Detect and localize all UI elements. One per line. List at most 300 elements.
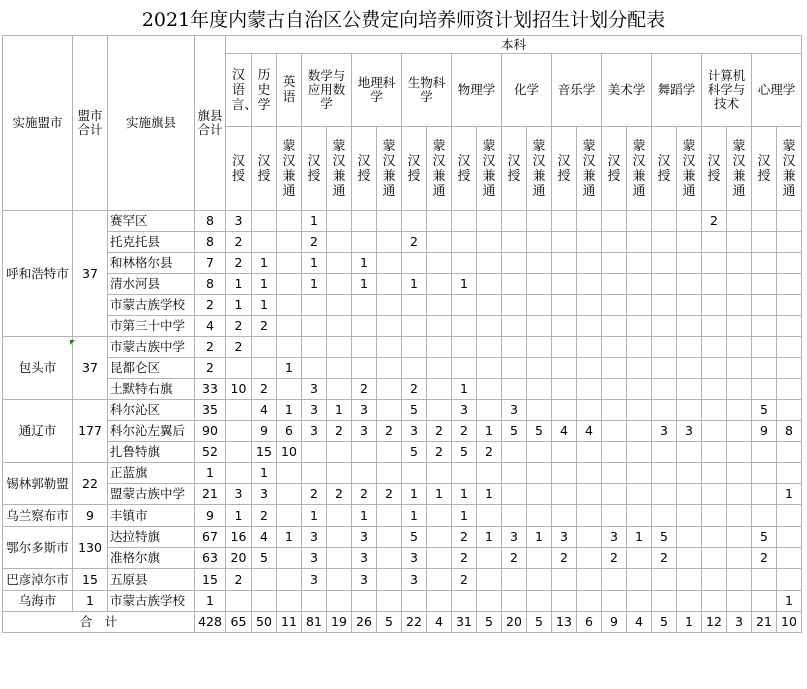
value-cell <box>252 211 277 232</box>
value-cell: 3 <box>302 548 327 569</box>
value-cell: 3 <box>352 400 377 421</box>
value-cell: 2 <box>752 548 777 569</box>
value-cell <box>777 337 802 358</box>
value-cell <box>327 316 352 337</box>
value-cell <box>377 274 402 295</box>
value-cell <box>502 442 527 463</box>
value-cell <box>677 527 702 548</box>
value-cell <box>252 337 277 358</box>
header-subject-text: 历史学 <box>257 67 271 113</box>
value-cell: 2 <box>252 316 277 337</box>
value-cell <box>602 591 627 612</box>
value-cell <box>302 337 327 358</box>
value-cell <box>277 505 302 527</box>
value-cell <box>727 527 752 548</box>
value-cell <box>577 358 602 379</box>
value-cell: 5 <box>402 527 427 548</box>
value-cell <box>477 591 502 612</box>
value-cell <box>477 232 502 253</box>
value-cell <box>527 232 552 253</box>
value-cell <box>777 400 802 421</box>
header-mode-text: 蒙汉兼通 <box>632 138 646 199</box>
value-cell <box>452 591 477 612</box>
county-total: 8 <box>195 232 226 253</box>
value-cell: 1 <box>352 253 377 274</box>
value-cell <box>652 442 677 463</box>
value-cell <box>477 295 502 316</box>
value-cell <box>527 484 552 505</box>
value-cell <box>552 358 577 379</box>
value-cell <box>477 316 502 337</box>
league-name: 呼和浩特市 <box>3 211 73 337</box>
value-cell: 5 <box>452 442 477 463</box>
total-cell: 12 <box>702 612 727 633</box>
value-cell: 3 <box>402 421 427 442</box>
value-cell <box>427 232 452 253</box>
total-cell: 6 <box>577 612 602 633</box>
value-cell: 2 <box>477 442 502 463</box>
value-cell <box>527 358 552 379</box>
table-row <box>3 421 802 442</box>
value-cell <box>602 463 627 484</box>
value-cell <box>277 484 302 505</box>
cell-comment-marker <box>70 340 75 345</box>
header-subject <box>252 54 277 127</box>
county-total: 9 <box>195 505 226 527</box>
value-cell <box>652 337 677 358</box>
value-cell <box>552 379 577 400</box>
value-cell: 3 <box>402 569 427 591</box>
league-total: 9 <box>73 505 108 527</box>
league-name: 锡林郭勒盟 <box>3 463 73 505</box>
value-cell <box>702 421 727 442</box>
value-cell <box>677 379 702 400</box>
value-cell <box>752 211 777 232</box>
value-cell <box>502 274 527 295</box>
value-cell: 2 <box>427 421 452 442</box>
value-cell <box>602 569 627 591</box>
header-subject-text: 汉语言、 <box>231 67 258 113</box>
header-mode <box>277 127 302 211</box>
table-row <box>3 358 802 379</box>
value-cell <box>327 337 352 358</box>
value-cell: 16 <box>226 527 252 548</box>
value-cell: 3 <box>352 421 377 442</box>
league-total: 37 <box>73 337 108 400</box>
value-cell: 2 <box>402 232 427 253</box>
value-cell <box>652 253 677 274</box>
county-name: 市第三十中学 <box>108 316 195 337</box>
value-cell <box>677 337 702 358</box>
value-cell <box>377 442 402 463</box>
value-cell <box>727 274 752 295</box>
value-cell <box>502 484 527 505</box>
value-cell <box>377 358 402 379</box>
league-name: 鄂尔多斯市 <box>3 527 73 569</box>
value-cell <box>327 442 352 463</box>
value-cell <box>502 337 527 358</box>
value-cell <box>502 316 527 337</box>
value-cell <box>727 358 752 379</box>
value-cell <box>602 232 627 253</box>
value-cell <box>427 400 452 421</box>
value-cell <box>577 274 602 295</box>
value-cell <box>302 295 327 316</box>
value-cell <box>277 211 302 232</box>
header-subject: 地理科学 <box>352 54 402 127</box>
value-cell: 3 <box>402 548 427 569</box>
league-total: 37 <box>73 211 108 337</box>
header-mode <box>702 127 727 211</box>
value-cell <box>552 316 577 337</box>
value-cell <box>727 379 752 400</box>
value-cell <box>277 337 302 358</box>
allocation-table <box>2 35 802 633</box>
header-mode-text: 汉授 <box>557 153 571 184</box>
value-cell: 2 <box>702 211 727 232</box>
value-cell <box>752 591 777 612</box>
value-cell <box>552 232 577 253</box>
value-cell <box>777 548 802 569</box>
value-cell: 1 <box>302 274 327 295</box>
value-cell <box>627 421 652 442</box>
total-cell: 81 <box>302 612 327 633</box>
value-cell <box>427 274 452 295</box>
value-cell <box>777 358 802 379</box>
value-cell <box>402 253 427 274</box>
value-cell <box>327 274 352 295</box>
total-cell: 1 <box>677 612 702 633</box>
value-cell <box>627 484 652 505</box>
table-row <box>3 569 802 591</box>
value-cell <box>277 232 302 253</box>
value-cell: 1 <box>302 505 327 527</box>
total-cell: 22 <box>402 612 427 633</box>
value-cell: 1 <box>627 527 652 548</box>
header-mode-text: 蒙汉兼通 <box>432 138 446 199</box>
value-cell <box>777 379 802 400</box>
total-cell: 21 <box>752 612 777 633</box>
value-cell: 1 <box>226 295 252 316</box>
value-cell <box>727 484 752 505</box>
table-row <box>3 400 802 421</box>
value-cell <box>427 253 452 274</box>
value-cell: 2 <box>226 232 252 253</box>
value-cell <box>352 337 377 358</box>
value-cell <box>302 591 327 612</box>
value-cell <box>552 484 577 505</box>
value-cell <box>602 253 627 274</box>
value-cell <box>552 400 577 421</box>
total-cell: 5 <box>527 612 552 633</box>
value-cell <box>352 295 377 316</box>
value-cell: 1 <box>277 358 302 379</box>
value-cell <box>577 337 602 358</box>
value-cell <box>727 400 752 421</box>
value-cell <box>527 548 552 569</box>
header-subject: 物理学 <box>452 54 502 127</box>
value-cell: 1 <box>252 274 277 295</box>
county-total: 67 <box>195 527 226 548</box>
value-cell <box>727 421 752 442</box>
value-cell <box>777 253 802 274</box>
value-cell <box>302 316 327 337</box>
value-cell <box>302 442 327 463</box>
value-cell: 3 <box>677 421 702 442</box>
value-cell <box>602 442 627 463</box>
county-name: 土默特右旗 <box>108 379 195 400</box>
value-cell: 1 <box>252 463 277 484</box>
total-cell: 65 <box>226 612 252 633</box>
value-cell: 3 <box>302 421 327 442</box>
county-name: 准格尔旗 <box>108 548 195 569</box>
value-cell <box>377 253 402 274</box>
value-cell <box>477 463 502 484</box>
value-cell <box>277 548 302 569</box>
value-cell <box>627 463 652 484</box>
page-title: 2021年度内蒙古自治区公费定向培养师资计划招生计划分配表 <box>141 9 666 31</box>
value-cell: 5 <box>752 400 777 421</box>
value-cell <box>602 316 627 337</box>
value-cell: 1 <box>452 379 477 400</box>
value-cell <box>652 400 677 421</box>
value-cell <box>527 505 552 527</box>
value-cell <box>377 548 402 569</box>
value-cell <box>327 463 352 484</box>
header-subject <box>277 54 302 127</box>
value-cell <box>702 591 727 612</box>
value-cell: 2 <box>352 379 377 400</box>
value-cell <box>702 484 727 505</box>
county-total: 1 <box>195 463 226 484</box>
value-cell: 10 <box>226 379 252 400</box>
table-row <box>3 316 802 337</box>
header-mode-text: 蒙汉兼通 <box>482 138 496 199</box>
value-cell: 3 <box>602 527 627 548</box>
value-cell: 1 <box>452 274 477 295</box>
value-cell <box>502 505 527 527</box>
header-subject: 心理学 <box>752 54 802 127</box>
value-cell: 2 <box>452 569 477 591</box>
value-cell: 5 <box>502 421 527 442</box>
table-row <box>3 463 802 484</box>
value-cell <box>727 505 752 527</box>
value-cell: 1 <box>452 505 477 527</box>
value-cell <box>602 295 627 316</box>
value-cell: 2 <box>226 316 252 337</box>
header-mode <box>527 127 552 211</box>
value-cell <box>602 505 627 527</box>
header-mode <box>252 127 277 211</box>
value-cell <box>677 463 702 484</box>
value-cell: 1 <box>427 484 452 505</box>
county-total: 33 <box>195 379 226 400</box>
value-cell: 1 <box>777 591 802 612</box>
value-cell <box>652 379 677 400</box>
county-total: 1 <box>195 591 226 612</box>
value-cell <box>252 358 277 379</box>
value-cell <box>702 337 727 358</box>
header-mode <box>577 127 602 211</box>
value-cell <box>727 295 752 316</box>
total-cell: 11 <box>277 612 302 633</box>
value-cell <box>777 274 802 295</box>
county-name: 五原县 <box>108 569 195 591</box>
league-name: 包头市 <box>3 337 73 400</box>
value-cell <box>727 232 752 253</box>
league-total: 130 <box>73 527 108 569</box>
value-cell: 20 <box>226 548 252 569</box>
value-cell <box>377 591 402 612</box>
header-mode-text: 蒙汉兼通 <box>582 138 596 199</box>
value-cell <box>702 379 727 400</box>
value-cell: 3 <box>502 400 527 421</box>
value-cell <box>577 211 602 232</box>
header-mode-text: 汉授 <box>231 153 245 184</box>
value-cell <box>377 400 402 421</box>
value-cell: 1 <box>527 527 552 548</box>
value-cell <box>402 316 427 337</box>
value-cell <box>602 400 627 421</box>
value-cell <box>752 358 777 379</box>
value-cell <box>552 569 577 591</box>
value-cell <box>752 253 777 274</box>
value-cell <box>727 463 752 484</box>
value-cell <box>777 295 802 316</box>
value-cell <box>277 295 302 316</box>
table-row <box>3 379 802 400</box>
header-mode-text: 蒙汉兼通 <box>732 138 746 199</box>
value-cell <box>527 211 552 232</box>
value-cell <box>627 211 652 232</box>
header-subject: 计算机科学与技术 <box>702 54 752 127</box>
value-cell <box>652 484 677 505</box>
header-mode-text: 汉授 <box>407 153 421 184</box>
county-name: 昆都仑区 <box>108 358 195 379</box>
header-mode <box>777 127 802 211</box>
value-cell: 2 <box>502 548 527 569</box>
value-cell <box>577 484 602 505</box>
value-cell <box>477 274 502 295</box>
value-cell <box>677 253 702 274</box>
league-total: 1 <box>73 591 108 612</box>
value-cell: 3 <box>502 527 527 548</box>
value-cell <box>352 211 377 232</box>
value-cell <box>402 211 427 232</box>
value-cell: 3 <box>352 527 377 548</box>
value-cell: 1 <box>352 274 377 295</box>
table-row <box>3 505 802 527</box>
value-cell: 9 <box>252 421 277 442</box>
county-name: 盟蒙古族中学 <box>108 484 195 505</box>
header-mode-text: 蒙汉兼通 <box>782 138 796 199</box>
value-cell <box>702 232 727 253</box>
value-cell <box>577 569 602 591</box>
total-cell: 31 <box>452 612 477 633</box>
county-name: 和林格尔县 <box>108 253 195 274</box>
header-subject: 生物科学 <box>402 54 452 127</box>
value-cell: 2 <box>552 548 577 569</box>
header-mode <box>402 127 427 211</box>
header-mode <box>727 127 752 211</box>
value-cell <box>477 569 502 591</box>
value-cell <box>252 232 277 253</box>
value-cell <box>327 569 352 591</box>
value-cell: 2 <box>602 548 627 569</box>
value-cell <box>427 358 452 379</box>
table-row <box>3 211 802 232</box>
value-cell <box>527 400 552 421</box>
value-cell: 9 <box>752 421 777 442</box>
value-cell <box>702 463 727 484</box>
value-cell <box>327 591 352 612</box>
value-cell <box>252 591 277 612</box>
value-cell <box>577 253 602 274</box>
value-cell: 3 <box>352 548 377 569</box>
county-total: 35 <box>195 400 226 421</box>
value-cell <box>652 505 677 527</box>
value-cell <box>727 591 752 612</box>
value-cell <box>477 211 502 232</box>
total-cell: 13 <box>552 612 577 633</box>
value-cell <box>502 379 527 400</box>
value-cell <box>552 337 577 358</box>
table-row <box>3 253 802 274</box>
value-cell <box>226 358 252 379</box>
county-total: 4 <box>195 316 226 337</box>
value-cell <box>652 316 677 337</box>
value-cell: 2 <box>402 379 427 400</box>
value-cell <box>452 337 477 358</box>
value-cell <box>677 505 702 527</box>
header-mode-text: 汉授 <box>707 153 721 184</box>
value-cell <box>677 400 702 421</box>
county-total: 15 <box>195 569 226 591</box>
value-cell: 3 <box>552 527 577 548</box>
header-county-total: 旗县合计 <box>195 36 226 211</box>
total-cell: 4 <box>627 612 652 633</box>
value-cell <box>677 548 702 569</box>
value-cell <box>352 463 377 484</box>
value-cell <box>602 274 627 295</box>
value-cell <box>777 316 802 337</box>
value-cell <box>502 591 527 612</box>
value-cell <box>677 295 702 316</box>
header-mode-text: 汉授 <box>607 153 621 184</box>
total-cell: 5 <box>377 612 402 633</box>
value-cell <box>527 337 552 358</box>
total-cell: 20 <box>502 612 527 633</box>
value-cell <box>577 505 602 527</box>
header-mode-text: 蒙汉兼通 <box>682 138 696 199</box>
header-mode <box>327 127 352 211</box>
value-cell: 2 <box>452 421 477 442</box>
value-cell <box>727 569 752 591</box>
value-cell <box>327 253 352 274</box>
value-cell: 2 <box>226 337 252 358</box>
header-mode-text: 汉授 <box>507 153 521 184</box>
value-cell: 4 <box>577 421 602 442</box>
value-cell: 1 <box>402 274 427 295</box>
value-cell <box>327 505 352 527</box>
header-subject: 美术学 <box>602 54 652 127</box>
value-cell: 1 <box>352 505 377 527</box>
value-cell <box>702 442 727 463</box>
value-cell <box>552 591 577 612</box>
value-cell <box>727 442 752 463</box>
value-cell <box>752 274 777 295</box>
value-cell <box>502 211 527 232</box>
